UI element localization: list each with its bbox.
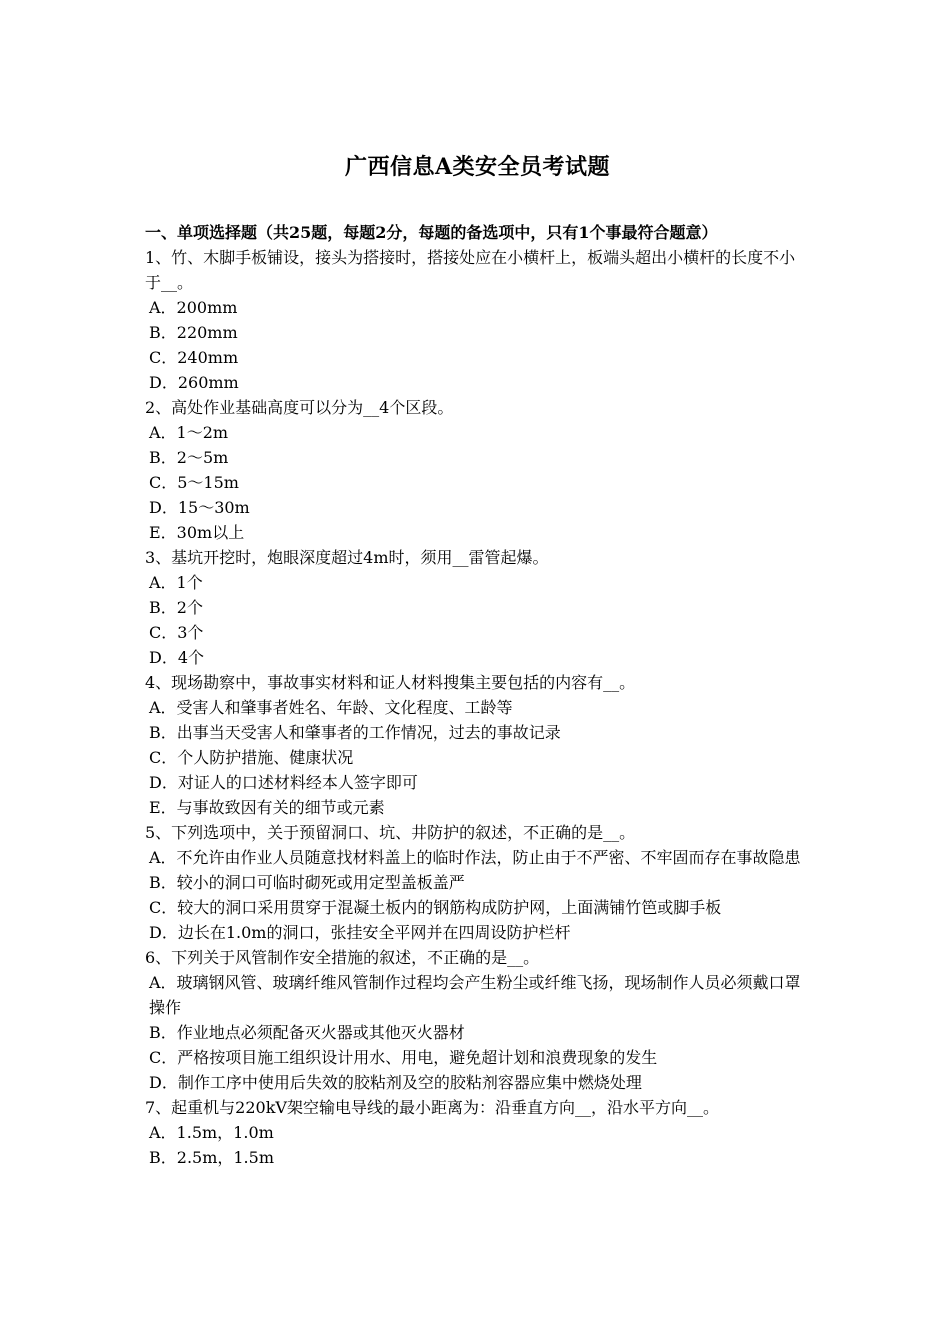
question-item — [145, 545, 810, 670]
answer-option: B．2.5m，1.5m — [149, 1148, 274, 1167]
answer-option: D．4个 — [149, 648, 205, 667]
question-item — [145, 395, 810, 545]
question-item — [145, 820, 810, 945]
answer-option: C．240mm — [149, 348, 239, 367]
answer-option: B．220mm — [149, 323, 238, 342]
answer-option: D．边长在1.0m的洞口，张挂安全平网并在四周设防护栏杆 — [149, 923, 571, 942]
answer-option: D．制作工序中使用后失效的胶粘剂及空的胶粘剂容器应集中燃烧处理 — [149, 1073, 642, 1092]
question-text: 1、竹、木脚手板铺设，接头为搭接时，搭接处应在小横杆上，板端头超出小横杆的长度不小于__。 — [145, 248, 796, 292]
answer-option: C．严格按项目施工组织设计用水、用电，避免超计划和浪费现象的发生 — [149, 1048, 658, 1067]
question-item — [145, 1095, 810, 1170]
document-title: 广西信息A类安全员考试题 — [344, 154, 611, 180]
answer-option: B．出事当天受害人和肇事者的工作情况，过去的事故记录 — [149, 723, 561, 742]
question-item — [145, 945, 810, 1095]
answer-option: D．260mm — [149, 373, 239, 392]
answer-option: A．1～2m — [149, 423, 229, 442]
question-item — [145, 245, 810, 395]
answer-option: C．5～15m — [149, 473, 239, 492]
answer-option: E．30m以上 — [149, 523, 245, 542]
answer-option: A．受害人和肇事者姓名、年龄、文化程度、工龄等 — [149, 698, 513, 717]
answer-option: E．与事故致因有关的细节或元素 — [149, 798, 385, 817]
question-text: 4、现场勘察中，事故事实材料和证人材料搜集主要包括的内容有__。 — [145, 673, 636, 692]
section-heading: 一、单项选择题（共25题，每题2分，每题的备选项中，只有1个事最符合题意） — [145, 223, 718, 242]
answer-option: C．较大的洞口采用贯穿于混凝土板内的钢筋构成防护网，上面满铺竹笆或脚手板 — [149, 898, 722, 917]
answer-option: A．玻璃钢风管、玻璃纤维风管制作过程均会产生粉尘或纤维飞扬，现场制作人员必须戴口罩操作 — [149, 973, 801, 1017]
answer-option: A．1个 — [149, 573, 203, 592]
answer-option: A．200mm — [149, 298, 238, 317]
answer-option: B．作业地点必须配备灭火器或其他灭火器材 — [149, 1023, 465, 1042]
answer-option: B．较小的洞口可临时砌死或用定型盖板盖严 — [149, 873, 465, 892]
answer-option: B．2个 — [149, 598, 203, 617]
document-page — [145, 150, 810, 1170]
question-item — [145, 670, 810, 820]
answer-option: B．2～5m — [149, 448, 229, 467]
question-text: 6、下列关于风管制作安全措施的叙述，不正确的是__。 — [145, 948, 540, 967]
question-text: 7、起重机与220kV架空输电导线的最小距离为：沿垂直方向__，沿水平方向__。 — [145, 1098, 719, 1117]
answer-option: A．1.5m，1.0m — [149, 1123, 274, 1142]
question-text: 3、基坑开挖时，炮眼深度超过4m时，须用__雷管起爆。 — [145, 548, 549, 567]
answer-option: C．3个 — [149, 623, 204, 642]
question-list — [145, 245, 810, 1170]
answer-option: D．15～30m — [149, 498, 250, 517]
question-text: 5、下列选项中，关于预留洞口、坑、井防护的叙述，不正确的是__。 — [145, 823, 636, 842]
question-text: 2、高处作业基础高度可以分为__4个区段。 — [145, 398, 454, 417]
answer-option: C．个人防护措施、健康状况 — [149, 748, 354, 767]
answer-option: A．不允许由作业人员随意找材料盖上的临时作法，防止由于不严密、不牢固而存在事故隐患 — [149, 848, 801, 867]
answer-option: D．对证人的口述材料经本人签字即可 — [149, 773, 418, 792]
